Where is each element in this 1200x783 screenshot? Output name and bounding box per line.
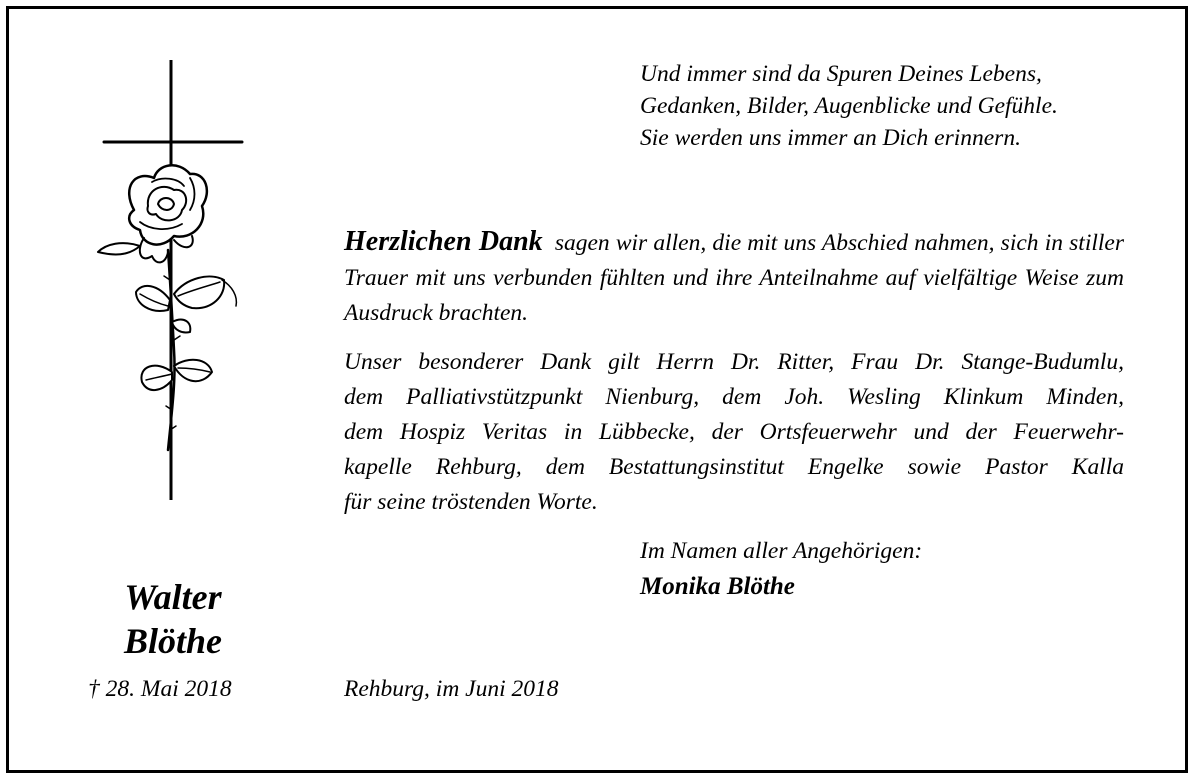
motto-line: Gedanken, Bilder, Augenblicke und Gefühle. [640,93,1058,119]
motto-line: Sie werden uns immer an Dich erinnern. [640,125,1021,151]
signer-name: Monika Blöthe [640,573,795,600]
thanks-lead: Herzlichen Dank [344,226,543,257]
deceased-first-name: Walter [124,577,222,617]
special-thanks-line: kapelle Rehburg, dem Bestattungsinstitut Engelke sowie Pastor Kalla [344,454,1124,480]
thanks-paragraph [344,224,1124,331]
special-thanks-line: Unser besonderer Dank gilt Herrn Dr. Ritter, Frau Dr. Stange-Budumlu, [344,349,1124,375]
special-thanks-line: für seine tröstenden Worte. [344,489,598,515]
closing-line: Im Namen aller Angehörigen: [640,538,923,564]
motto-verse [640,58,1160,154]
deceased-name [60,575,286,663]
cross-with-rose-icon [92,60,252,500]
closing-block [640,534,922,604]
deceased-last-name: Blöthe [123,621,222,661]
special-thanks-line: dem Hospiz Veritas in Lübbecke, der Ortsfeuerwehr und der Feuerwehr- [344,419,1124,445]
thanks-text: sagen wir allen, die mit uns Abschied nahmen, sich in stiller Trauer mit uns verbunden fühlten und ihre Anteilnahme auf vielfältige Weise zum Ausdruck brachten. [344,230,1124,326]
death-date: † 28. Mai 2018 [88,676,232,702]
special-thanks-paragraph [344,345,1124,520]
special-thanks-line: dem Palliativstützpunkt Nienburg, dem Joh. Wesling Klinkum Minden, [344,384,1124,410]
place-date: Rehburg, im Juni 2018 [344,676,559,702]
motto-line: Und immer sind da Spuren Deines Lebens, [640,61,1042,87]
